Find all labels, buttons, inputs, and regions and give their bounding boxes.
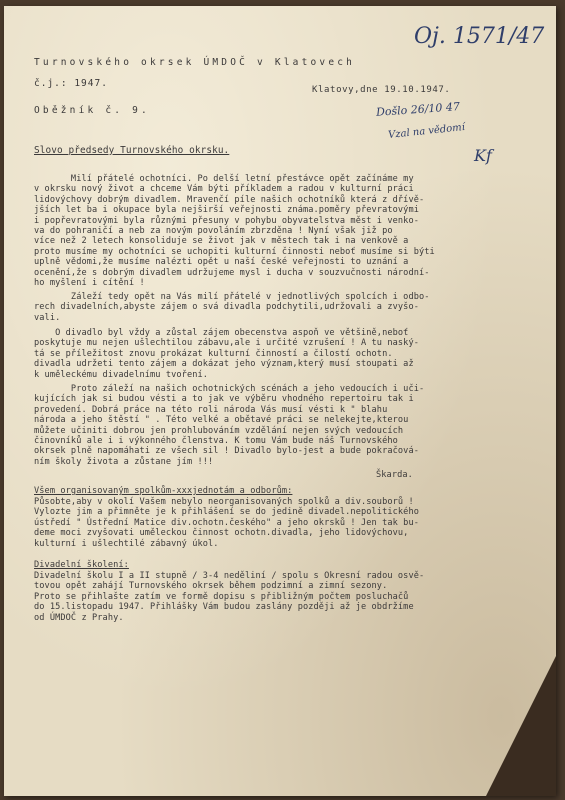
body-paragraph: Záleží tedy opět na Vás milí přátelé v jednotlivých spolcích i odbo- rech divadelních,abyste zájem o svá divadla podchytili,udržovali a zvyšo- vali. <box>34 292 430 323</box>
folded-corner <box>486 656 556 796</box>
handwritten-initials: Kf <box>474 146 492 165</box>
body-paragraph: Proto záleží na našich ochotnických scénách a jeho vedoucích i uči- kujících jak si budou vésti a to jak ve výběru vhodného repertoiru tak i provedení. Dobrá práce na této roli národa Vás musí vésti k " blahu národa a jeho štěstí " . Této velké a obětavé práci se nelekejte,kterou můžete učiniti dobrou jen prohlubováním vzdělání nejen svých vedoucích činovníků ale i i výkonného členstva. K tomu Vám bude náš Turnovského okrsek plně napomáhati ze všech sil ! Divadlo bylo-jest a bude pokračová- ním školy života a zůstane jím !!! <box>34 384 425 467</box>
handwritten-ref-number: Oj. 1571/47 <box>414 24 545 49</box>
document-page <box>4 6 556 796</box>
school-text: Divadelní školu I a II stupně / 3-4 neděliní / spolu s Okresní radou osvě- tovou opět zahájí Turnovského okrsek během podzimní a zimní sezony. Proto se přihlašte zatím ve formě dopisu s přibližným počtem posluchačů do 15.listopadu 1947. Přihlášky Vám budou zaslány později až je obdržíme od ÚMDOČ z Prahy. <box>34 571 425 623</box>
place-date: Klatovy,dne 19.10.1947. <box>312 85 451 95</box>
reference-number: č.j.: 1947. <box>34 78 108 89</box>
signature: Škarda. <box>376 470 413 480</box>
header-title: Turnovského okrsek ÚMDOČ v Klatovech <box>34 57 356 68</box>
appeal-heading: Všem organisovaným spolkům-xxxjednotám a odborům: <box>34 486 293 496</box>
circular-number: Oběžník č. 9. <box>34 105 150 116</box>
handwritten-noted: Vzal na vědomí <box>387 122 466 141</box>
handwritten-received-date: Došlo 26/10 47 <box>375 100 461 119</box>
body-paragraph: Milí přátelé ochotníci. Po delší letní přestávce opět začínáme my v okrsku nový život a chceme Vám býti příkladem a radou v kulturní práci lidovýchovy dobrým divadlem. Mravenčí píle našich ochotníků která z dřívě- jších let ba i okupace byla nejširší veřejnosti známa.poměry převratovými i popřevratovými byla různými přesuny v pohybu obyvatelstva měst i venko- va do pohraničí a neb za novým povoláním zbrzděna ! Nyní však již po více než 2 letech konsoliduje se život jak v městech tak i na venkově a proto musíme my ochotníci se uchopiti kulturní činnosti neboť musíme si býti uplně vědomi,že musíme nalézti opět u naší české veřejnosti to uznání a ocenění,že s dobrým divadlem udržujeme mysl i ducha v souzvučnosti národní- ho myšlení i cítění ! <box>34 174 435 289</box>
subject-line: Slovo předsedy Turnovského okrsku. <box>34 145 230 156</box>
appeal-text: Působte,aby v okolí Vašem nebylo neorganisovaných spolků a div.souborů ! Vylozte jim a přimněte je k přihlášení se do jedině divadel.nepolitického ústředí " Ústřední Matice div.ochotn.českého" a jeho okrsků ! Jen tak bu- deme moci zvyšovati uměleckou činnost ochotn.divadla, jeho lidovýchovu, kulturní i ušlechtilé zábavný úkol. <box>34 497 419 549</box>
school-heading: Divadelní školení: <box>34 560 129 570</box>
body-paragraph: O divadlo byl vždy a zůstal zájem obecenstva aspoň ve většině,neboť poskytuje mu nejen ušlechtilou zábavu,ale i určité vzrušení ! A tu naský- tá se příležitost znovu prokázat kulturní činností a čilostí ochotn. divadla udržeti tento zájem a dokázat jeho význam,který musí stoupati až k uměleckému divadelnímu tvoření. <box>34 328 419 380</box>
